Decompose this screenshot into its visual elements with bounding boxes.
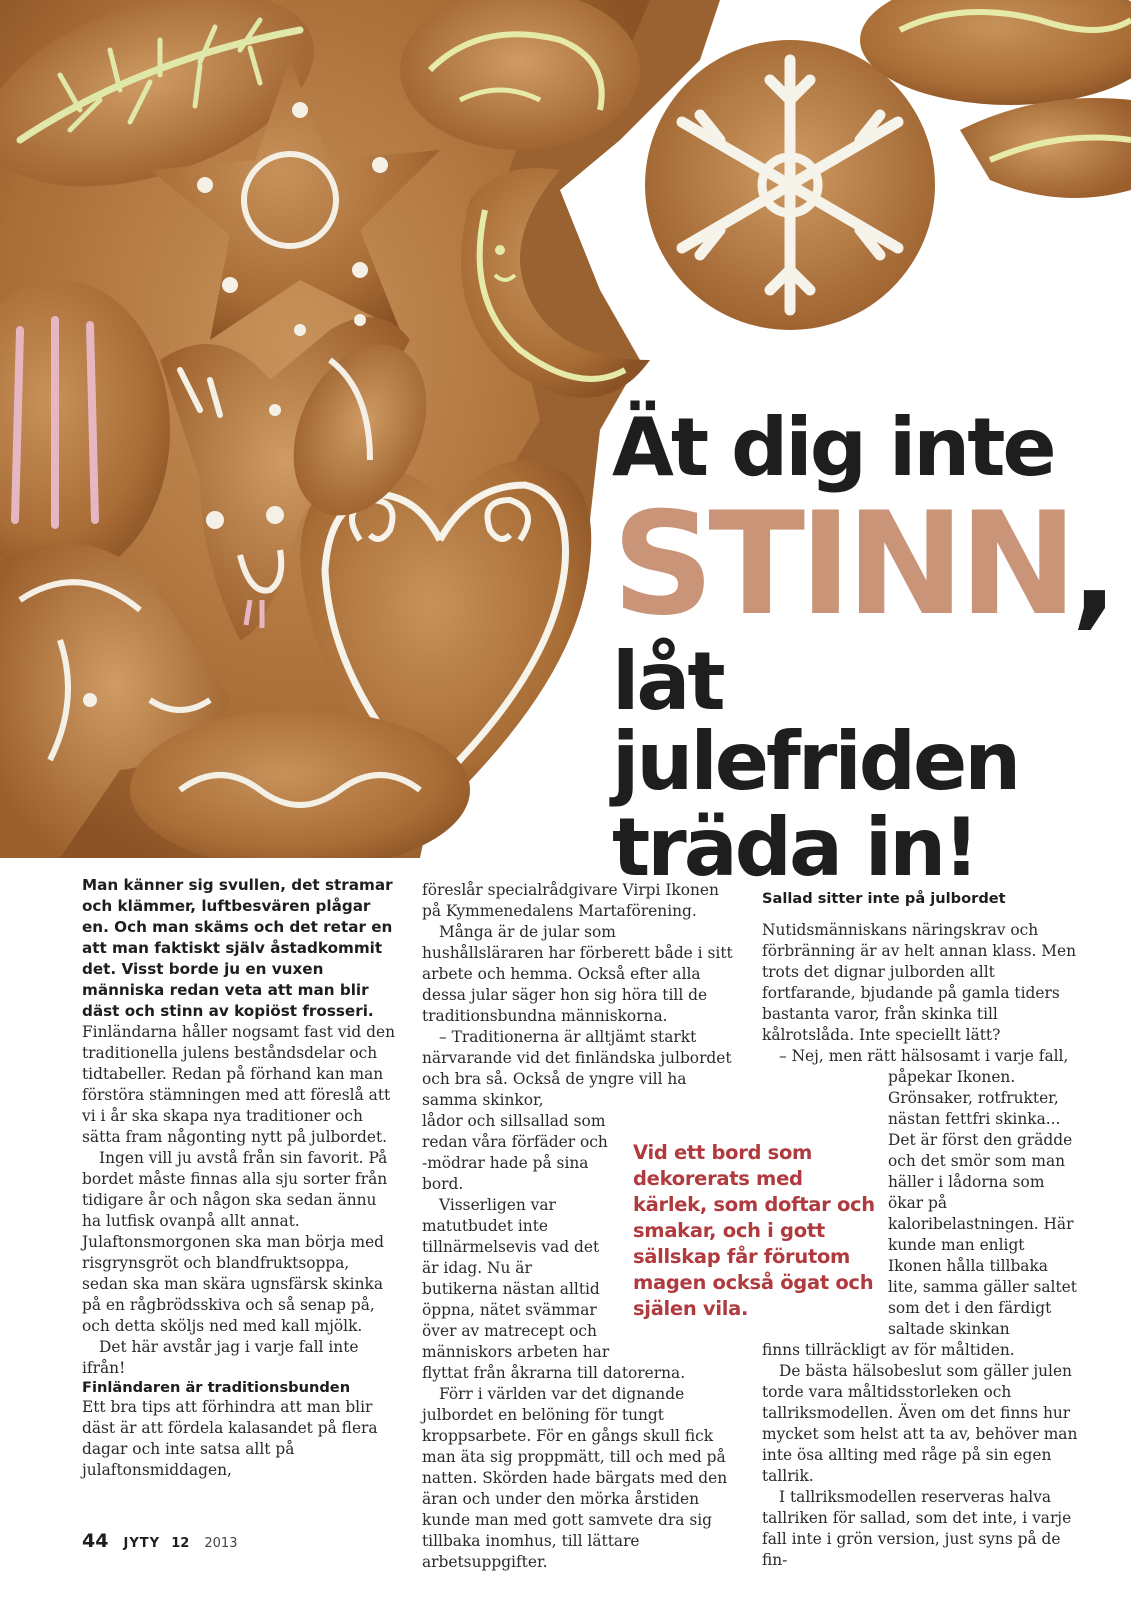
body-paragraph: finns tillräckligt av för måltiden.: [762, 1341, 1015, 1359]
page-footer: [82, 1530, 237, 1552]
body-paragraph: I tallriksmodellen reserveras halva tallriken för sallad, som det inte, i varje fall inte i grön version, just syns på de fin-: [762, 1488, 1072, 1569]
section-subheading: Finländaren är traditionsbunden: [82, 1379, 351, 1396]
headline-line-1: Ät dig inte: [612, 401, 1054, 494]
body-paragraph: Nutidsmänniskans näringskrav och förbränning är av helt annan klass. Men trots det dignar julborden allt fortfarande, bjudande på gamla tiders bastanta varor, från skinka till kålrotslåda. Inte speciellt lätt?: [762, 921, 1077, 1044]
lead-paragraph: Man känner sig svullen, det stramar och klämmer, luftbesvären plågar en. Och man skäms och det retar en att man faktiskt själv åstadkommit det. Visst borde ju en vuxen människa redan veta att man blir däst och stinn av kopiöst frosseri.: [82, 876, 393, 1020]
headline-line-3: låt julefriden: [612, 635, 1019, 808]
body-paragraph: – Traditionerna är alltjämt starkt närvarande vid det finländska julbordet och bra så. Också de yngre vill ha samma skinkor,: [422, 1028, 732, 1109]
body-paragraph-wrapped: Visserligen var matutbudet inte tillnärmelsevis vad det är idag. Nu är butikerna nästan alltid öppna, nätet svämmar över av matrecept och människors arbeten har: [422, 1196, 610, 1361]
body-paragraph: – Nej, men rätt hälsosamt i varje fall,: [779, 1047, 1069, 1065]
body-paragraph-wrapped: påpekar Ikonen. Grönsaker, rotfrukter, nästan fettfri skinka... Det är först den grädde och det smör som man häller i lådorna som ökar på kaloribelastningen. Här kunde man enligt Ikonen hålla tillbaka lite, samma gäller saltet som det i den färdigt saltade skinkan: [888, 1068, 1077, 1338]
article-headline: [612, 401, 1117, 894]
headline-highlight-word: STINN: [612, 482, 1072, 647]
headline-line-4: träda in!: [612, 801, 977, 894]
magazine-name: JYTY: [123, 1536, 161, 1551]
body-paragraph: föreslår specialrådgivare Virpi Ikonen på Kymmenedalens Martaförening.: [422, 881, 719, 920]
body-paragraph: flyttat från åkrarna till datorerna.: [422, 1364, 686, 1382]
body-paragraph: De bästa hälsobeslut som gäller julen torde vara måltidsstorleken och tallriksmodellen. Även om det finns hur mycket som helst att ta av, behöver man inte ösa allting med råge på sin egen tallrik.: [762, 1362, 1078, 1485]
body-paragraph: Ingen vill ju avstå från sin favorit. På bordet måste finnas alla sju sorter från tidigare år och någon ska sedan ännu ha lutfisk ovanpå allt annat. Julaftonsmorgonen ska man börja med risgrynsgröt och blandfruktsoppa, sedan ska man skära ugnsfärsk skinka på en rågbrödsskiva och så senap på, och detta sköljs ned med kall mjölk.: [82, 1149, 388, 1335]
body-paragraph: Ett bra tips att förhindra att man blir däst är att fördela kalasandet på flera dagar och inte satsa allt på julaftonsmiddagen,: [82, 1398, 378, 1479]
section-subheading: Sallad sitter inte på julbordet: [762, 890, 1006, 907]
body-paragraph: Förr i världen var det dignande julbordet en belöning för tungt kroppsarbete. För en gångs skull fick man äta sig proppmätt, till och med på natten. Skörden hade bärgats med den äran och under den mörka årstiden kunde man med gott samvete dra sig tillbaka inomhus, till lättare arbetsuppgifter.: [422, 1385, 728, 1571]
issue-number: 12: [171, 1536, 190, 1551]
headline-highlight: [612, 482, 1117, 647]
page-number: 44: [82, 1530, 109, 1552]
article-column-3: [762, 890, 1080, 1571]
body-paragraph: Det här avstår jag i varje fall inte ifrån!: [82, 1338, 359, 1377]
issue-year: 2013: [204, 1536, 238, 1551]
headline-comma: ,: [1071, 503, 1112, 642]
body-paragraph: Finländarna håller nogsamt fast vid den traditionella julens beståndsdelar och tidtabeller. Redan på förhand kan man förstöra stämningen med att föreslå att vi i år ska skapa nya traditioner och sätta fram någonting nytt på julbordet.: [82, 1023, 396, 1146]
body-paragraph: Många är de jular som hushållsläraren har förberett både i sitt arbete och hemma. Också efter alla dessa jular säger hon sig höra till de traditionsbundna människorna.: [422, 923, 733, 1025]
body-paragraph-wrapped: lådor och sillsallad som redan våra förfäder och -mödrar hade på sina bord.: [422, 1112, 608, 1193]
pull-quote: Vid ett bord som dekorerats med kärlek, som doftar och smakar, och i gott sällskap får förutom magen också ögat och själen vila.: [633, 1141, 875, 1320]
article-column-1: [82, 875, 398, 1481]
